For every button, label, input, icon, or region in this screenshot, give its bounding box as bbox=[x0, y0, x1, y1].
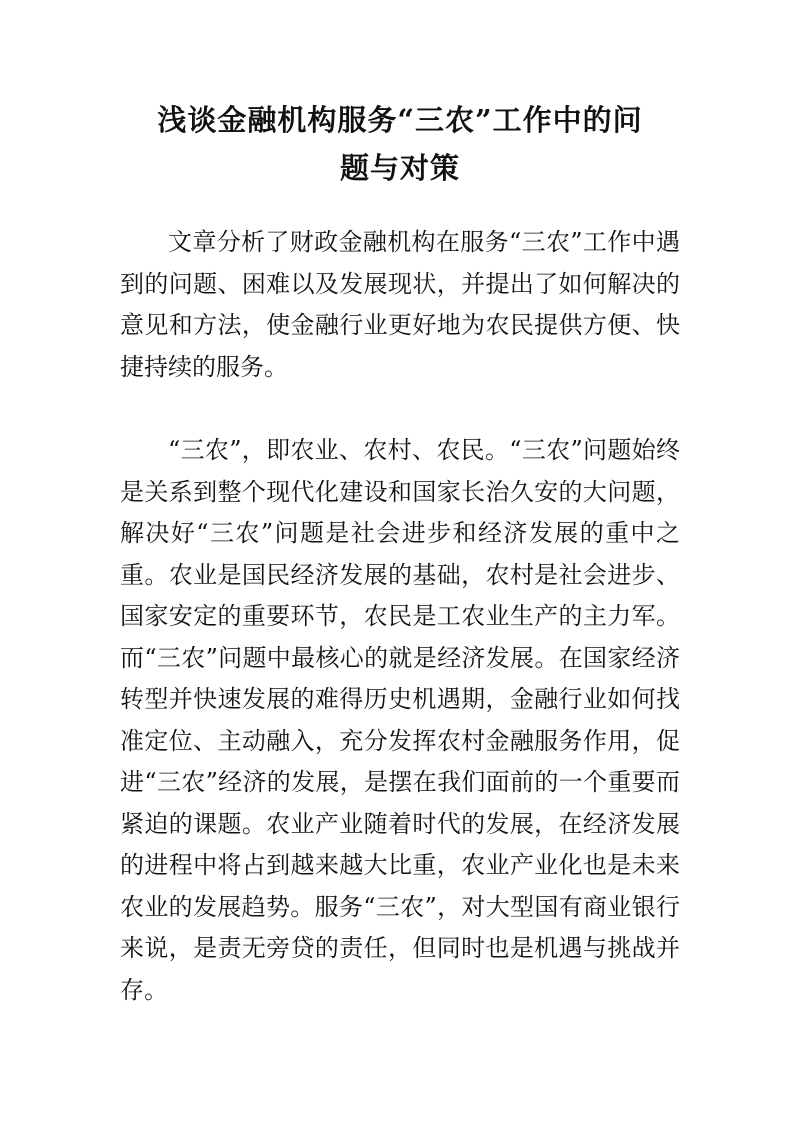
document-title bbox=[120, 96, 680, 192]
abstract-paragraph: 文章分析了财政金融机构在服务“三农”工作中遇到的问题、困难以及发展现状，并提出了如何解决的意见和方法，使金融行业更好地为农民提供方便、快捷持续的服务。 bbox=[120, 228, 680, 381]
body-paragraph: “三农”，即农业、农村、农民。“三农”问题始终是关系到整个现代化建设和国家长治久安的大问题，解决好“三农”问题是社会进步和经济发展的重中之重。农业是国民经济发展的基础，农村是社会进步、国家安定的重要环节，农民是工农业生产的主力军。而“三农”问题中最核心的就是经济发展。在国家经济转型并快速发展的难得历史机遇期，金融行业如何找准定位、主动融入，充分发挥农村金融服务作用，促进“三农”经济的发展，是摆在我们面前的一个重要而紧迫的课题。农业产业随着时代的发展，在经济发展的进程中将占到越来越大比重，农业产业化也是未来农业的发展趋势。服务“三农”，对大型国有商业银行来说，是责无旁贷的责任，但同时也是机遇与挑战并存。 bbox=[120, 436, 680, 1004]
title-line-2: 题与对策 bbox=[339, 151, 460, 185]
title-line-1: 浅谈金融机构服务“三农”工作中的问 bbox=[157, 103, 643, 137]
